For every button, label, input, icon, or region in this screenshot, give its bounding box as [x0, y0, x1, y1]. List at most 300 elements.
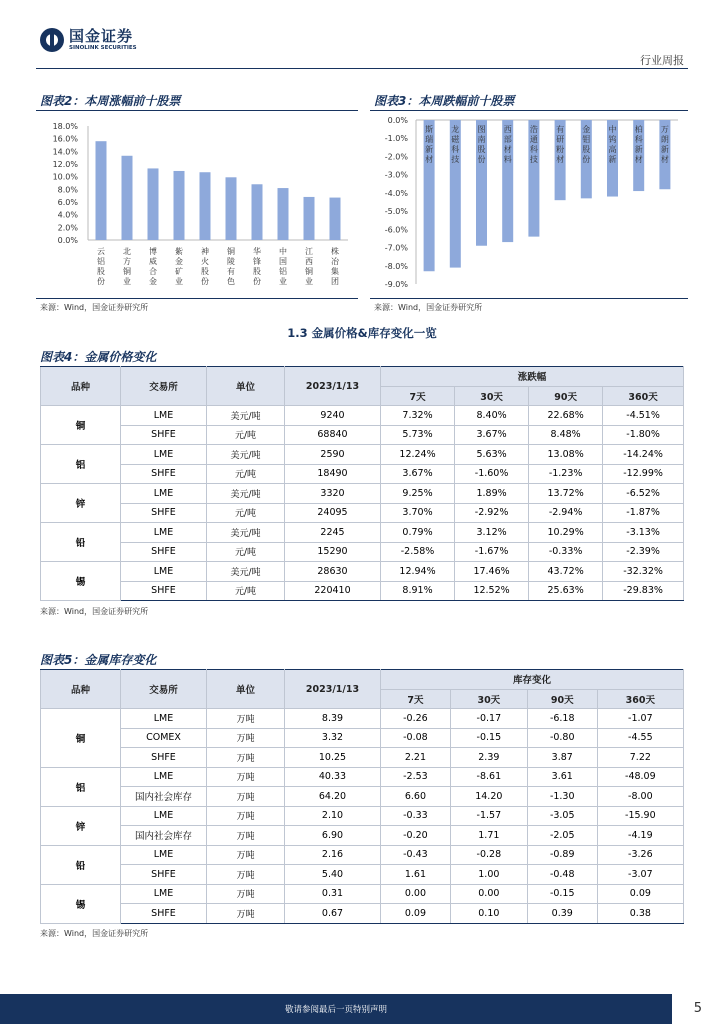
d7-cell: 9.25% — [381, 484, 455, 504]
fig3-chart-svg — [370, 112, 688, 296]
unit-cell: 元/吨 — [207, 542, 285, 562]
d360-cell: 7.22 — [597, 748, 683, 768]
x-tick-label: 份 — [477, 155, 486, 164]
d30-cell: 0.00 — [450, 884, 527, 904]
value-cell: 10.25 — [285, 748, 381, 768]
y-tick-label: -8.0% — [384, 261, 408, 271]
d360-cell: -3.07 — [597, 865, 683, 885]
d30-cell: -0.17 — [450, 709, 527, 729]
x-tick-label: 科 — [451, 145, 460, 154]
d90-cell: 3.61 — [527, 767, 597, 787]
x-tick-label: 股 — [253, 267, 261, 276]
table-row — [41, 523, 684, 543]
x-tick-label: 矿 — [175, 267, 183, 276]
unit-cell: 万吨 — [207, 767, 285, 787]
table-row — [41, 581, 684, 601]
fig3-source: 来源：Wind，国金证券研究所 — [374, 303, 483, 312]
d360-cell: -1.80% — [603, 425, 684, 445]
x-tick-label: 股 — [477, 145, 486, 154]
x-tick-label: 北 — [123, 247, 131, 256]
table-row — [41, 787, 684, 807]
table-row — [41, 464, 684, 484]
x-tick-label: 朗 — [660, 135, 669, 144]
exchange-cell: LME — [121, 709, 207, 729]
x-tick-label: 材 — [425, 155, 434, 164]
unit-cell: 美元/吨 — [207, 406, 285, 426]
x-tick-label: 柏 — [634, 125, 643, 134]
x-tick-label: 份 — [253, 277, 261, 286]
metal-cell: 铅 — [41, 523, 121, 562]
d90-cell: 13.08% — [529, 445, 603, 465]
x-tick-label: 威 — [149, 257, 157, 266]
metal-cell: 铝 — [41, 767, 121, 806]
value-cell: 2245 — [285, 523, 381, 543]
value-cell: 6.90 — [285, 826, 381, 846]
x-tick-label: 研 — [556, 135, 565, 144]
bar — [330, 198, 341, 240]
d7-cell: -2.53 — [381, 767, 451, 787]
d360-cell: -32.32% — [603, 562, 684, 582]
x-tick-label: 业 — [279, 277, 287, 286]
value-cell: 9240 — [285, 406, 381, 426]
x-tick-label: 陵 — [227, 257, 235, 266]
d360-cell: -4.51% — [603, 406, 684, 426]
value-cell: 5.40 — [285, 865, 381, 885]
unit-cell: 万吨 — [207, 787, 285, 807]
d7-cell: -0.43 — [381, 845, 451, 865]
d30-cell: -2.92% — [455, 503, 529, 523]
d90-cell: -0.15 — [527, 884, 597, 904]
x-tick-label: 博 — [149, 247, 157, 256]
value-cell: 18490 — [285, 464, 381, 484]
d7-cell: -0.08 — [381, 728, 451, 748]
x-tick-label: 科 — [634, 135, 643, 144]
x-tick-label: 神 — [201, 247, 209, 256]
fig3-rule — [370, 110, 688, 111]
x-tick-label: 瑞 — [425, 135, 434, 144]
d90-cell: -6.18 — [527, 709, 597, 729]
d7-cell: 0.09 — [381, 904, 451, 924]
d7-cell: 8.91% — [381, 581, 455, 601]
unit-cell: 万吨 — [207, 845, 285, 865]
x-tick-label: 业 — [175, 277, 183, 286]
d360-cell: 0.09 — [597, 884, 683, 904]
fig4-header-90d: 90天 — [529, 386, 603, 406]
x-tick-label: 金 — [149, 277, 157, 286]
bar — [174, 171, 185, 240]
d90-cell: -0.89 — [527, 845, 597, 865]
x-tick-label: 冶 — [331, 257, 339, 266]
y-tick-label: 4.0% — [57, 210, 78, 220]
y-tick-label: 8.0% — [57, 185, 78, 195]
table-row — [41, 748, 684, 768]
x-tick-label: 科 — [529, 145, 538, 154]
x-tick-label: 材 — [634, 155, 643, 164]
table-row — [41, 826, 684, 846]
exchange-cell: SHFE — [121, 464, 207, 484]
d360-cell: -2.39% — [603, 542, 684, 562]
fig5-title: 图表5：金属库存变化 — [40, 653, 157, 667]
d360-cell: -15.90 — [597, 806, 683, 826]
fig2-chart — [36, 114, 358, 298]
unit-cell: 元/吨 — [207, 503, 285, 523]
fig4-source: 来源：Wind，国金证券研究所 — [40, 607, 149, 616]
d360-cell: -1.87% — [603, 503, 684, 523]
bar — [200, 172, 211, 240]
d30-cell: 1.89% — [455, 484, 529, 504]
x-tick-label: 有 — [556, 125, 565, 134]
unit-cell: 万吨 — [207, 709, 285, 729]
d90-cell: -0.33% — [529, 542, 603, 562]
d7-cell: 0.00 — [381, 884, 451, 904]
unit-cell: 万吨 — [207, 806, 285, 826]
value-cell: 15290 — [285, 542, 381, 562]
metal-cell: 锡 — [41, 562, 121, 601]
x-tick-label: 国 — [279, 257, 287, 266]
unit-cell: 元/吨 — [207, 464, 285, 484]
y-tick-label: -6.0% — [384, 225, 408, 235]
table-row — [41, 767, 684, 787]
d7-cell: 6.60 — [381, 787, 451, 807]
fig5-source: 来源：Wind，国金证券研究所 — [40, 929, 149, 938]
unit-cell: 万吨 — [207, 884, 285, 904]
x-tick-label: 料 — [503, 155, 512, 164]
fig4-header-30d: 30天 — [455, 386, 529, 406]
x-tick-label: 集 — [331, 267, 339, 276]
unit-cell: 美元/吨 — [207, 445, 285, 465]
d7-cell: 12.94% — [381, 562, 455, 582]
unit-cell: 元/吨 — [207, 581, 285, 601]
table-row — [41, 425, 684, 445]
table-row — [41, 884, 684, 904]
exchange-cell: SHFE — [121, 581, 207, 601]
y-tick-label: -4.0% — [384, 188, 408, 198]
d360-cell: -12.99% — [603, 464, 684, 484]
x-tick-label: 铜 — [305, 267, 313, 276]
x-tick-label: 金 — [582, 125, 591, 134]
x-tick-label: 钼 — [582, 135, 591, 144]
x-tick-label: 浩 — [529, 125, 538, 134]
x-tick-label: 万 — [660, 125, 669, 134]
y-tick-label: -5.0% — [384, 207, 408, 217]
y-tick-label: -9.0% — [384, 280, 408, 289]
d7-cell: 3.70% — [381, 503, 455, 523]
value-cell: 24095 — [285, 503, 381, 523]
fig5-header-90d: 90天 — [527, 689, 597, 709]
y-tick-label: 10.0% — [52, 172, 78, 182]
d90-cell: 25.63% — [529, 581, 603, 601]
x-tick-label: 有 — [227, 267, 235, 276]
bar — [252, 184, 263, 240]
unit-cell: 元/吨 — [207, 425, 285, 445]
d360-cell: -29.83% — [603, 581, 684, 601]
d7-cell: -0.20 — [381, 826, 451, 846]
exchange-cell: COMEX — [121, 728, 207, 748]
unit-cell: 万吨 — [207, 826, 285, 846]
table-row — [41, 542, 684, 562]
fig3-chart — [370, 112, 688, 300]
d7-cell: -2.58% — [381, 542, 455, 562]
y-tick-label: -2.0% — [384, 152, 408, 162]
bar — [96, 141, 107, 240]
x-tick-label: 江 — [305, 247, 313, 256]
document-type: 行业周报 — [640, 54, 684, 67]
x-tick-label: 铝 — [97, 257, 105, 266]
d90-cell: -2.94% — [529, 503, 603, 523]
x-tick-label: 股 — [582, 145, 591, 154]
table-row — [41, 562, 684, 582]
table-row — [41, 806, 684, 826]
d7-cell: 1.61 — [381, 865, 451, 885]
d30-cell: 8.40% — [455, 406, 529, 426]
d90-cell: 8.48% — [529, 425, 603, 445]
d30-cell: 12.52% — [455, 581, 529, 601]
fig5-header-30d: 30天 — [450, 689, 527, 709]
exchange-cell: LME — [121, 484, 207, 504]
d30-cell: -1.67% — [455, 542, 529, 562]
fig4-header-360d: 360天 — [603, 386, 684, 406]
exchange-cell: 国内社会库存 — [121, 787, 207, 807]
x-tick-label: 方 — [123, 257, 131, 266]
exchange-cell: SHFE — [121, 748, 207, 768]
fig5-header-unit: 单位 — [207, 670, 285, 709]
header-rule — [36, 68, 688, 69]
y-tick-label: 18.0% — [52, 122, 78, 131]
d7-cell: 5.73% — [381, 425, 455, 445]
d7-cell: 3.67% — [381, 464, 455, 484]
d360-cell: -3.13% — [603, 523, 684, 543]
d90-cell: 0.39 — [527, 904, 597, 924]
exchange-cell: LME — [121, 445, 207, 465]
d360-cell: -4.55 — [597, 728, 683, 748]
d360-cell: -1.07 — [597, 709, 683, 729]
exchange-cell: LME — [121, 884, 207, 904]
exchange-cell: 国内社会库存 — [121, 826, 207, 846]
fig5-header-metal: 品种 — [41, 670, 121, 709]
x-tick-label: 图 — [477, 125, 486, 134]
fig2-title: 图表2：本周涨幅前十股票 — [40, 94, 181, 108]
table-row — [41, 484, 684, 504]
x-tick-label: 铜 — [227, 247, 235, 256]
fig4-header-metal: 品种 — [41, 367, 121, 406]
metal-cell: 锡 — [41, 884, 121, 923]
d30-cell: -0.15 — [450, 728, 527, 748]
y-tick-label: 6.0% — [57, 198, 78, 207]
d30-cell: 3.12% — [455, 523, 529, 543]
exchange-cell: LME — [121, 562, 207, 582]
x-tick-label: 份 — [201, 277, 209, 286]
x-tick-label: 团 — [331, 277, 339, 286]
d90-cell: 43.72% — [529, 562, 603, 582]
value-cell: 3.32 — [285, 728, 381, 748]
unit-cell: 万吨 — [207, 865, 285, 885]
d30-cell: 5.63% — [455, 445, 529, 465]
value-cell: 8.39 — [285, 709, 381, 729]
value-cell: 64.20 — [285, 787, 381, 807]
fig5-inventory-table — [40, 669, 684, 924]
d90-cell: -0.48 — [527, 865, 597, 885]
d30-cell: -8.61 — [450, 767, 527, 787]
x-tick-label: 技 — [451, 155, 460, 164]
page-number: 5 — [693, 1001, 702, 1016]
y-tick-label: 0.0% — [57, 236, 78, 245]
metal-cell: 锌 — [41, 806, 121, 845]
table-row — [41, 904, 684, 924]
x-tick-label: 材 — [556, 155, 565, 164]
x-tick-label: 新 — [425, 145, 434, 154]
x-tick-label: 部 — [503, 135, 512, 144]
table-row — [41, 709, 684, 729]
y-tick-label: 2.0% — [57, 223, 78, 233]
exchange-cell: SHFE — [121, 865, 207, 885]
x-tick-label: 通 — [529, 135, 538, 144]
d360-cell: -8.00 — [597, 787, 683, 807]
d90-cell: 10.29% — [529, 523, 603, 543]
x-tick-label: 股 — [97, 267, 105, 276]
x-tick-label: 钨 — [608, 135, 617, 144]
y-tick-label: 12.0% — [52, 160, 78, 169]
unit-cell: 美元/吨 — [207, 523, 285, 543]
x-tick-label: 株 — [331, 247, 339, 256]
table-row — [41, 445, 684, 465]
d90-cell: 13.72% — [529, 484, 603, 504]
fig5-header-date: 2023/1/13 — [285, 670, 381, 709]
y-tick-label: -3.0% — [384, 170, 408, 180]
fig2-chart-svg — [36, 114, 358, 294]
x-tick-label: 份 — [582, 155, 591, 164]
y-tick-label: 16.0% — [52, 134, 78, 144]
d90-cell: -2.05 — [527, 826, 597, 846]
value-cell: 2590 — [285, 445, 381, 465]
x-tick-label: 业 — [123, 277, 131, 286]
fig4-title: 图表4：金属价格变化 — [40, 350, 157, 364]
y-tick-label: 0.0% — [387, 116, 408, 125]
x-tick-label: 股 — [201, 267, 209, 276]
x-tick-label: 新 — [634, 145, 643, 154]
x-tick-label: 南 — [477, 135, 486, 144]
x-tick-label: 业 — [305, 277, 313, 286]
unit-cell: 万吨 — [207, 728, 285, 748]
bar — [278, 188, 289, 240]
section-title: 1.3 金属价格&库存变化一览 — [287, 326, 437, 340]
d360-cell: -3.26 — [597, 845, 683, 865]
x-tick-label: 西 — [503, 125, 512, 134]
exchange-cell: LME — [121, 767, 207, 787]
fig5-header-360d: 360天 — [597, 689, 683, 709]
fig3-bottom-rule — [370, 298, 688, 299]
value-cell: 3320 — [285, 484, 381, 504]
x-tick-label: 色 — [227, 277, 235, 286]
exchange-cell: SHFE — [121, 542, 207, 562]
d7-cell: 7.32% — [381, 406, 455, 426]
bar — [226, 177, 237, 240]
value-cell: 0.67 — [285, 904, 381, 924]
d360-cell: -14.24% — [603, 445, 684, 465]
x-tick-label: 西 — [305, 257, 313, 266]
d30-cell: -1.60% — [455, 464, 529, 484]
d360-cell: -6.52% — [603, 484, 684, 504]
brand-name-en: SINOLINK SECURITIES — [69, 45, 137, 51]
x-tick-label: 高 — [608, 145, 617, 154]
value-cell: 2.16 — [285, 845, 381, 865]
d7-cell: -0.33 — [381, 806, 451, 826]
x-tick-label: 锋 — [253, 257, 261, 266]
x-tick-label: 磁 — [451, 135, 460, 144]
value-cell: 0.31 — [285, 884, 381, 904]
x-tick-label: 份 — [97, 277, 105, 286]
d360-cell: -4.19 — [597, 826, 683, 846]
value-cell: 28630 — [285, 562, 381, 582]
x-tick-label: 合 — [149, 267, 157, 276]
d360-cell: 0.38 — [597, 904, 683, 924]
exchange-cell: SHFE — [121, 503, 207, 523]
metal-cell: 铝 — [41, 445, 121, 484]
x-tick-label: 材 — [503, 145, 512, 154]
fig2-bottom-rule — [36, 298, 358, 299]
x-tick-label: 中 — [279, 247, 287, 256]
d90-cell: 22.68% — [529, 406, 603, 426]
unit-cell: 美元/吨 — [207, 562, 285, 582]
fig4-price-table — [40, 366, 684, 601]
exchange-cell: LME — [121, 523, 207, 543]
x-tick-label: 铜 — [123, 267, 131, 276]
brand-name-cn: 国金证券 — [69, 27, 134, 45]
d7-cell: -0.26 — [381, 709, 451, 729]
brand-logo — [40, 28, 137, 52]
d90-cell: -1.30 — [527, 787, 597, 807]
bar — [122, 156, 133, 240]
fig3-title: 图表3：本周跌幅前十股票 — [374, 94, 515, 108]
d7-cell: 12.24% — [381, 445, 455, 465]
d90-cell: -0.80 — [527, 728, 597, 748]
value-cell: 40.33 — [285, 767, 381, 787]
fig4-header-unit: 单位 — [207, 367, 285, 406]
d30-cell: 2.39 — [450, 748, 527, 768]
d30-cell: 0.10 — [450, 904, 527, 924]
x-tick-label: 材 — [660, 155, 669, 164]
x-tick-label: 云 — [97, 247, 105, 256]
x-tick-label: 斯 — [425, 125, 434, 134]
exchange-cell: LME — [121, 806, 207, 826]
d30-cell: 14.20 — [450, 787, 527, 807]
x-tick-label: 金 — [175, 257, 183, 266]
fig4-header-7d: 7天 — [381, 386, 455, 406]
fig2-source: 来源：Wind，国金证券研究所 — [40, 303, 149, 312]
brand-logo-mark — [40, 28, 64, 52]
unit-cell: 万吨 — [207, 904, 285, 924]
fig5-header-7d: 7天 — [381, 689, 451, 709]
x-tick-label: 龙 — [451, 125, 460, 134]
table-row — [41, 406, 684, 426]
unit-cell: 万吨 — [207, 748, 285, 768]
d360-cell: -48.09 — [597, 767, 683, 787]
value-cell: 68840 — [285, 425, 381, 445]
exchange-cell: SHFE — [121, 904, 207, 924]
exchange-cell: LME — [121, 845, 207, 865]
fig2-rule — [36, 110, 358, 111]
x-tick-label: 中 — [608, 125, 617, 134]
fig4-header-date: 2023/1/13 — [285, 367, 381, 406]
d90-cell: -1.23% — [529, 464, 603, 484]
x-tick-label: 新 — [660, 145, 669, 154]
value-cell: 2.10 — [285, 806, 381, 826]
value-cell: 220410 — [285, 581, 381, 601]
d30-cell: -0.28 — [450, 845, 527, 865]
d7-cell: 2.21 — [381, 748, 451, 768]
x-tick-label: 技 — [529, 155, 538, 164]
metal-cell: 铅 — [41, 845, 121, 884]
fig5-header-exchange: 交易所 — [121, 670, 207, 709]
